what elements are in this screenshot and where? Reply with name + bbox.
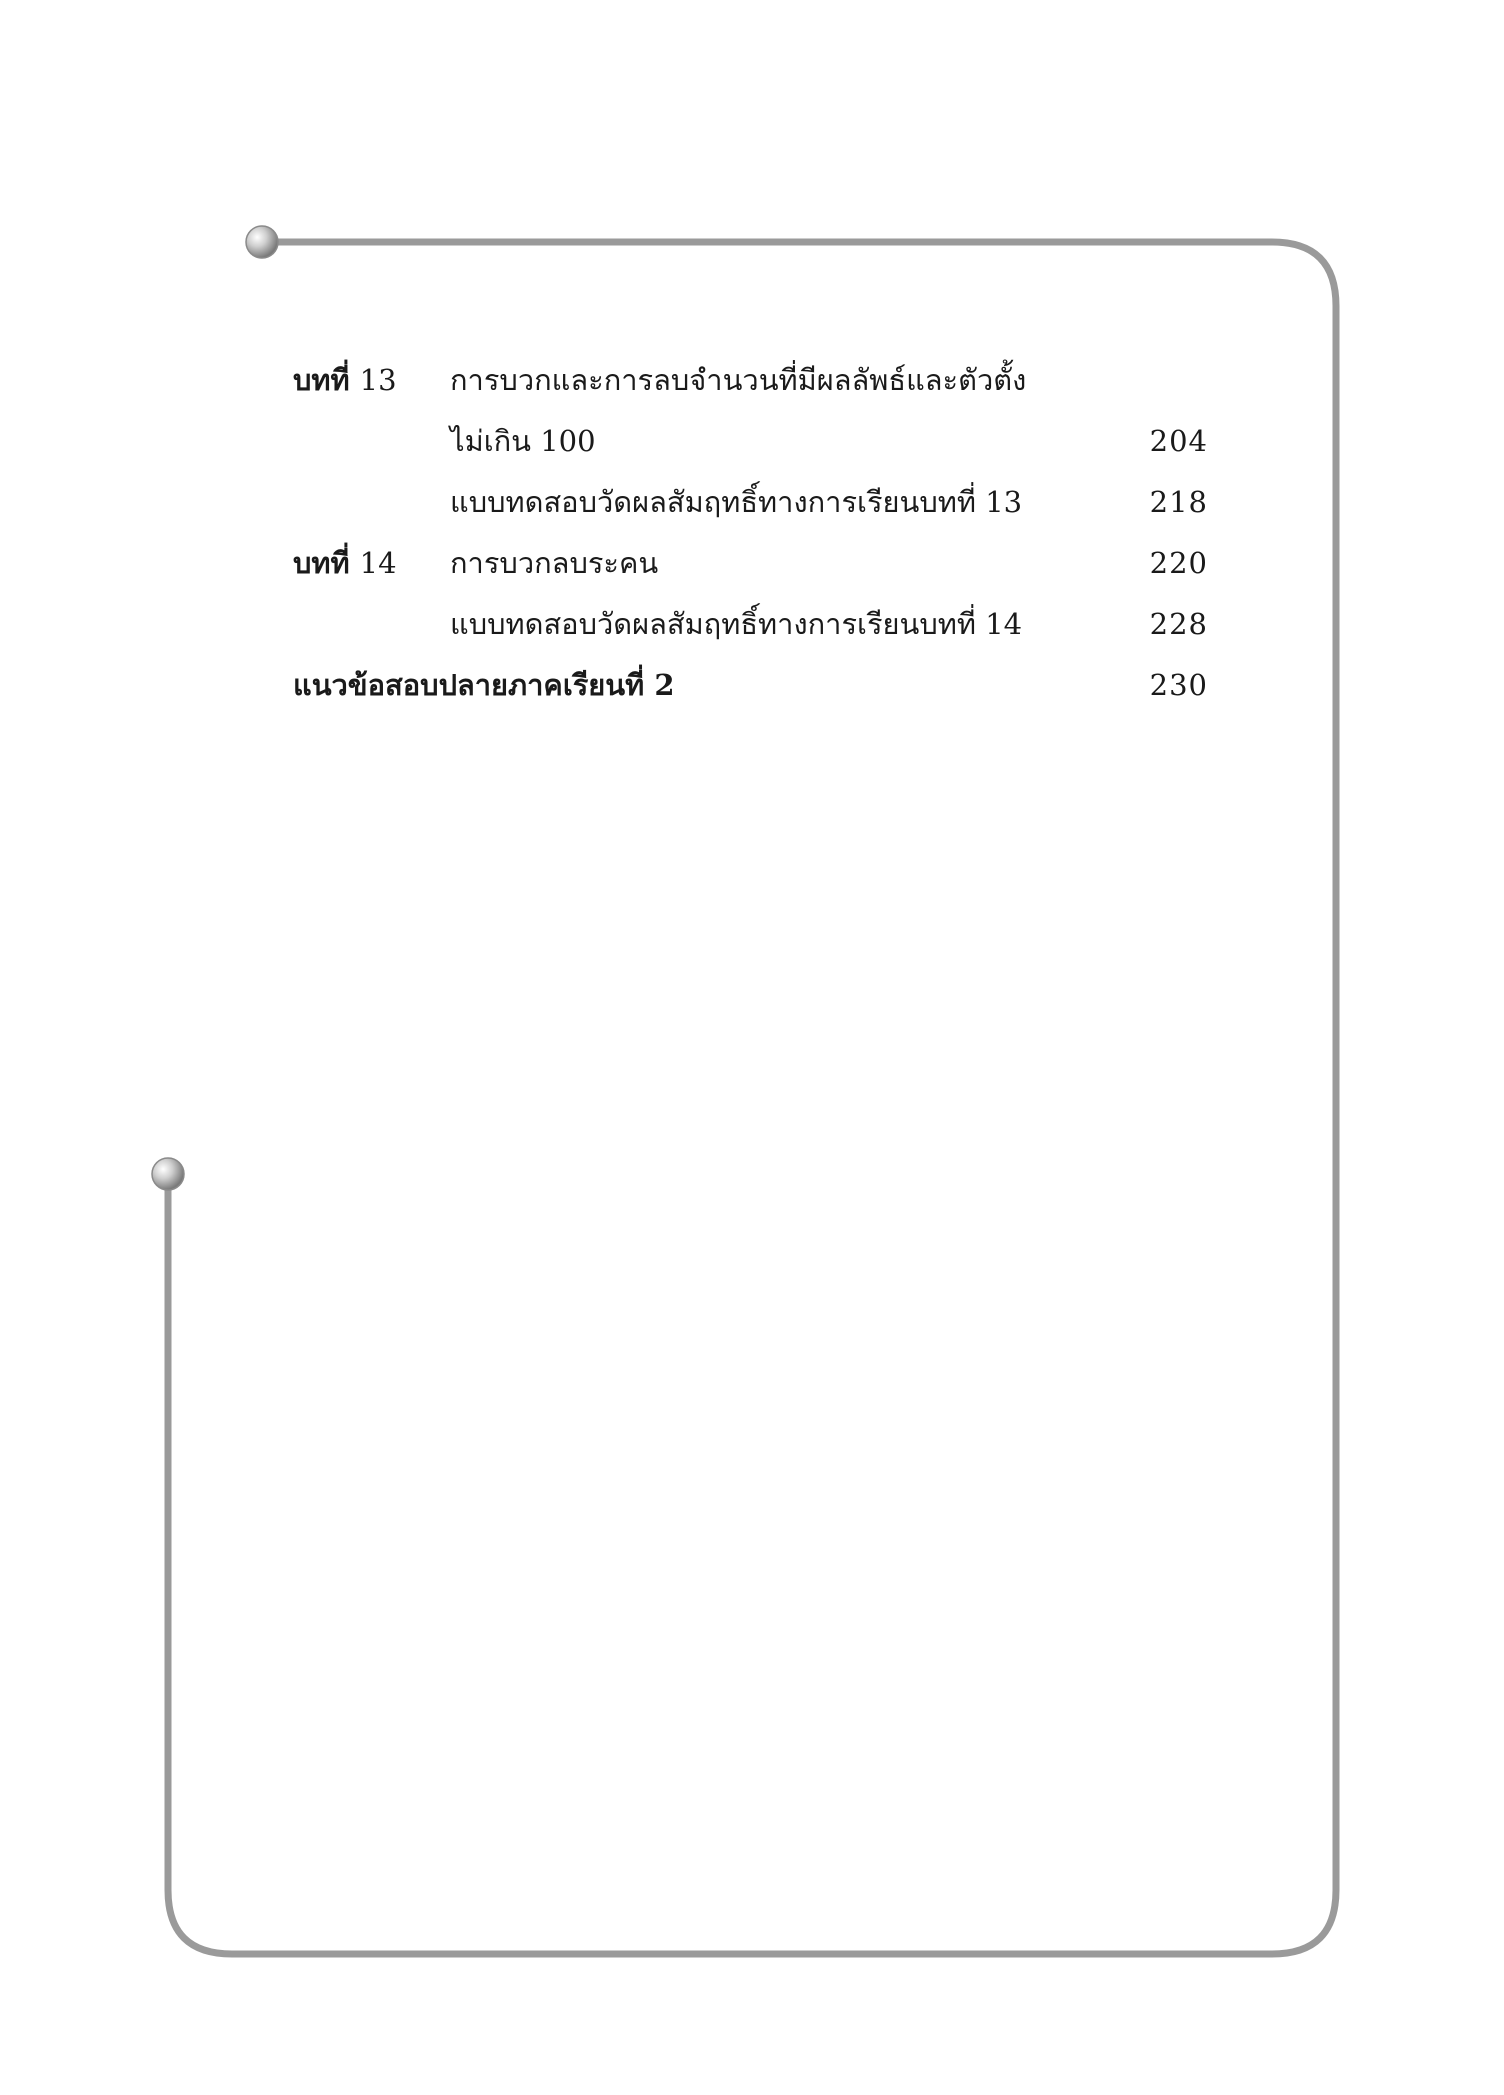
toc-entry-title: ไม่เกิน 100 bbox=[450, 424, 596, 458]
toc-entry-title: การบวกลบระคน bbox=[450, 546, 659, 580]
toc-entry-title: แนวข้อสอบปลายภาคเรียนที่ 2 bbox=[293, 668, 675, 702]
toc-row-chapter-13-cont[interactable] bbox=[293, 411, 1208, 472]
toc-page-number: 230 bbox=[1149, 668, 1208, 702]
toc-entry-title: การบวกและการลบจำนวนที่มีผลลัพธ์และตัวตั้ง bbox=[450, 363, 1027, 397]
toc-page-number: 204 bbox=[1149, 424, 1208, 458]
toc-row-final-exam[interactable] bbox=[293, 655, 1208, 716]
toc-row-chapter-14[interactable] bbox=[293, 533, 1208, 594]
frame-side-ball bbox=[152, 1158, 184, 1190]
toc-row-test-13[interactable] bbox=[293, 472, 1208, 533]
toc-page-number: 218 bbox=[1149, 485, 1208, 519]
frame-top-ball bbox=[246, 226, 278, 258]
toc-entry-title: แบบทดสอบวัดผลสัมฤทธิ์ทางการเรียนบทที่ 14 bbox=[450, 607, 1023, 641]
chapter-label: บทที่ 14 bbox=[293, 546, 397, 580]
toc-row-test-14[interactable] bbox=[293, 594, 1208, 655]
toc-entry-title: แบบทดสอบวัดผลสัมฤทธิ์ทางการเรียนบทที่ 13 bbox=[450, 485, 1023, 519]
toc-page-number: 228 bbox=[1149, 607, 1208, 641]
toc-row-chapter-13[interactable] bbox=[293, 350, 1208, 411]
toc-page-number: 220 bbox=[1149, 546, 1208, 580]
table-of-contents bbox=[293, 350, 1208, 716]
chapter-label: บทที่ 13 bbox=[293, 363, 397, 397]
